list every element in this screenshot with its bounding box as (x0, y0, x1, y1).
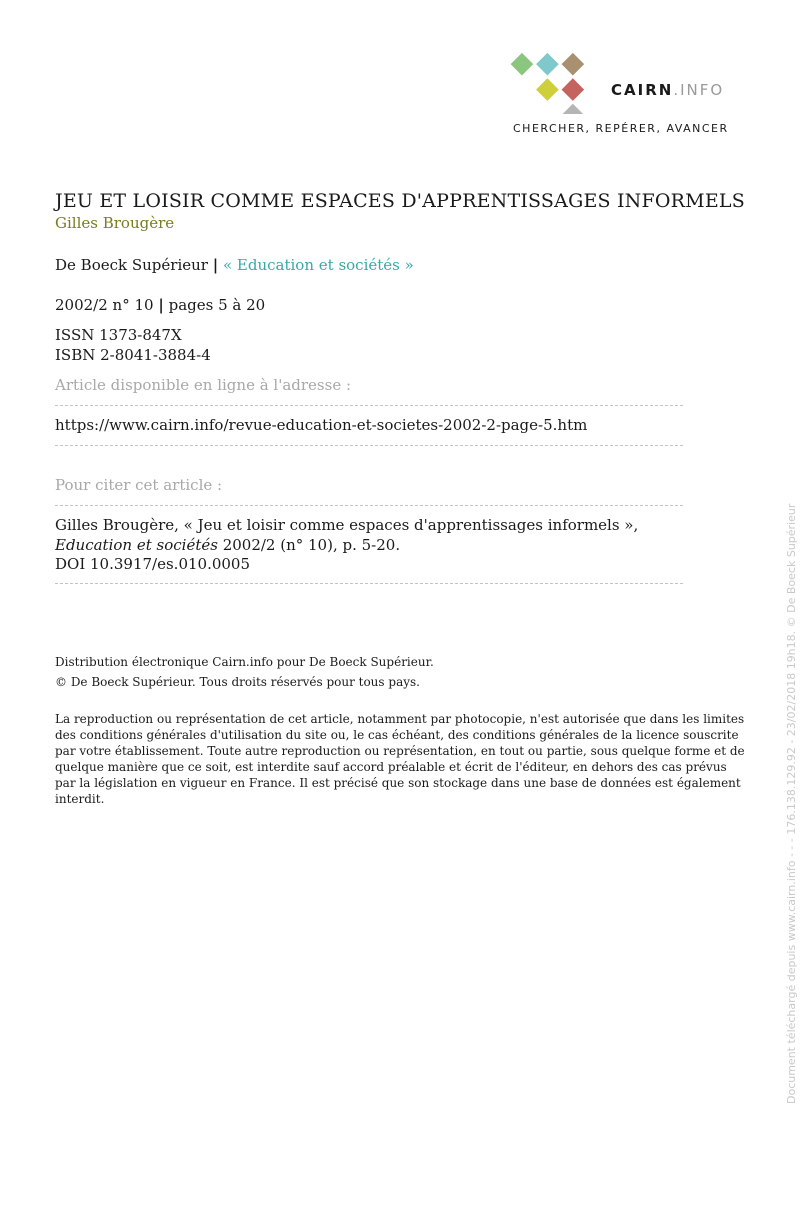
cairn-logo[interactable] (508, 44, 768, 144)
article-url-link[interactable]: https://www.cairn.info/revue-education-et-societes-2002-2-page-5.htm (55, 416, 588, 434)
isbn: ISBN 2-8041-3884-4 (55, 346, 211, 364)
logo-wordmark-suffix: .INFO (673, 81, 725, 99)
separator: | (212, 256, 219, 274)
citation-issue: 2002/2 (n° 10), p. 5-20. (217, 536, 401, 554)
cite-label: Pour citer cet article : (55, 476, 223, 494)
divider (55, 445, 683, 446)
logo-tagline: CHERCHER, REPÉRER, AVANCER (513, 122, 729, 135)
issue-row (55, 296, 265, 314)
citation-journal-line (55, 536, 400, 554)
online-label: Article disponible en ligne à l'adresse : (55, 376, 352, 394)
distribution-note: Distribution électronique Cairn.info pour De Boeck Supérieur. (55, 655, 434, 669)
divider (55, 405, 683, 406)
citation-doi: DOI 10.3917/es.010.0005 (55, 555, 251, 573)
copyright-note: © De Boeck Supérieur. Tous droits réservés pour tous pays. (55, 675, 420, 689)
logo-wordmark (611, 81, 724, 99)
legal-notice: La reproduction ou représentation de cet article, notamment par photocopie, n'est autorisée que dans les limites des conditions générales d'utilisation du site ou, le cas échéant, des conditions générales de la licence souscrite par votre établissement. Toute autre reproduction ou représentation, en tout ou partie, sous quelque forme et de quelque manière que ce soit, est interdite sauf accord préalable et écrit de l'éditeur, en dehors des cas prévus par la législation en vigueur en France. Il est précisé que son stockage dans une base de données est également interdit. (55, 712, 745, 806)
issn: ISSN 1373-847X (55, 326, 182, 344)
citation-line: Gilles Brougère, « Jeu et loisir comme espaces d'apprentissages informels », (55, 516, 639, 534)
article-title: JEU ET LOISIR COMME ESPACES D'APPRENTISSAGES INFORMELS (55, 190, 745, 212)
logo-wordmark-main: CAIRN (611, 81, 674, 99)
divider (55, 583, 683, 584)
article-author: Gilles Brougère (55, 214, 175, 232)
publisher-row (55, 256, 414, 274)
download-watermark: Document téléchargé depuis www.cairn.info - - - 176.138.129.92 - 23/02/2018 19h18. © De Boeck Supérieur (785, 503, 798, 1104)
publisher-name: De Boeck Supérieur (55, 256, 208, 274)
cairn-logo-mark-icon (508, 44, 608, 114)
issue-number: 2002/2 n° 10 (55, 296, 154, 314)
journal-link[interactable]: « Education et sociétés » (222, 256, 414, 274)
divider (55, 505, 683, 506)
page-range: pages 5 à 20 (168, 296, 266, 314)
separator: | (158, 296, 164, 314)
citation-journal: Education et sociétés (55, 536, 218, 554)
